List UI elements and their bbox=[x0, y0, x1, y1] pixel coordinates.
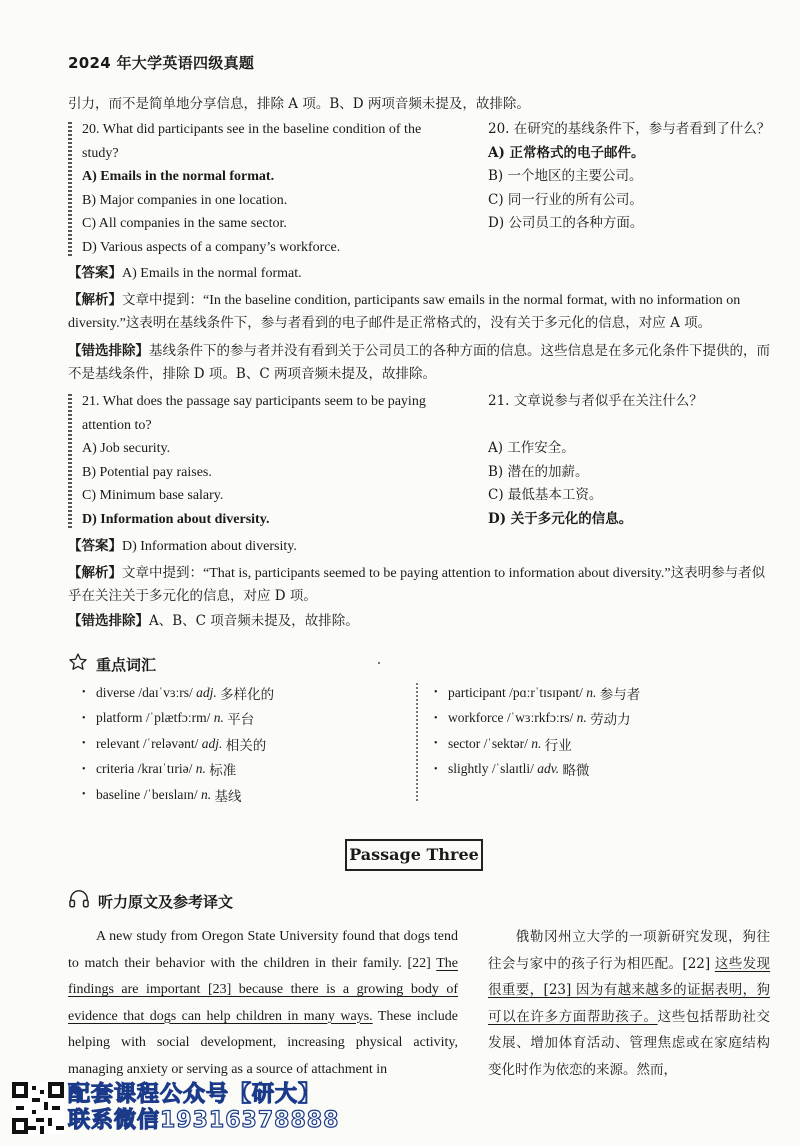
q20-option-c: C) All companies in the same sector. bbox=[82, 216, 287, 231]
vocab-item: • sector /ˈsektər/ n. 行业 bbox=[434, 735, 572, 753]
q20-option-a: A) Emails in the normal format. bbox=[82, 169, 275, 184]
q20-cn-option-b: B) 一个地区的主要公司。 bbox=[488, 168, 643, 184]
promo-line-1: 配套课程公众号【研大】 bbox=[68, 1082, 322, 1107]
underlined-key-sentence-cn: 这些发现很重要，[23] 因为有越来越多的证据表明，狗可以在许多方面帮助孩子。 bbox=[488, 955, 770, 1025]
listening-section-title bbox=[68, 889, 233, 913]
exclude-tag: 【错选排除】 bbox=[68, 613, 149, 629]
bullet-icon: • bbox=[434, 738, 438, 750]
q21-option-b: B) Potential pay raises. bbox=[82, 464, 212, 480]
vocab-title-text: 重点词汇 bbox=[96, 655, 157, 674]
passage-chinese-text: 俄勒冈州立大学的一项新研究发现，狗往往会与家中的孩子行为相匹配。[22] 这些发现很重要，[23] 因为有越来越多的证据表明，狗可以在许多方面帮助孩子。这些包括帮助社交发展、增加体育活动、管理焦虑或在家庭结构变化时作为依恋的来源。然而， bbox=[488, 929, 771, 1078]
q20-chinese bbox=[488, 118, 778, 236]
q20-exclude bbox=[68, 340, 778, 386]
exclude-text: 基线条件下的参与者并没有看到关于公司员工的各种方面的信息。这些信息是在多元化条件下提供的，而不是基线条件，排除 D 项。B、C 两项音频未提及，故排除。 bbox=[68, 343, 770, 382]
underlined-key-sentence: The findings are important [23] because there is a growing body of evidence that dogs can help children in many ways. bbox=[68, 955, 458, 1024]
vocab-item: • baseline /ˈbeɪslaɪn/ n. 基线 bbox=[82, 786, 242, 804]
q21-cn-question: 21. 文章说参与者似乎在关注什么？ bbox=[488, 393, 703, 409]
vocab-item: • diverse /daɪˈvɜːrs/ adj. 多样化的 bbox=[82, 684, 275, 702]
quote-bar bbox=[68, 122, 72, 256]
q20-english bbox=[82, 118, 452, 259]
q20-question: 20. What did participants see in the baseline condition of the study? bbox=[82, 122, 422, 161]
bullet-icon: • bbox=[434, 712, 438, 724]
q20-option-d: D) Various aspects of a company’s workforce. bbox=[82, 239, 341, 255]
analysis-tag: 【解析】 bbox=[68, 292, 122, 308]
bullet-icon: • bbox=[82, 687, 86, 699]
q20-cn-question: 20. 在研究的基线条件下，参与者看到了什么？ bbox=[488, 121, 771, 137]
analysis-quote: “That is, participants seemed to be paying attention to information about diversity.” bbox=[203, 566, 671, 581]
q21-answer bbox=[68, 535, 778, 558]
star-outline-icon bbox=[68, 652, 88, 676]
q21-cn-option-a: A) 工作安全。 bbox=[488, 440, 575, 456]
promo-banner bbox=[68, 1082, 339, 1134]
bullet-icon: • bbox=[82, 738, 86, 750]
analysis-rest: 这表明在基线条件下，参与者看到的电子邮件是正常格式的，没有关于多元化的信息，对应 A 项。 bbox=[125, 315, 712, 331]
q21-cn-option-c: C) 最低基本工资。 bbox=[488, 487, 603, 503]
q20-cn-option-a: A) 正常格式的电子邮件。 bbox=[488, 144, 645, 161]
q20-analysis bbox=[68, 289, 778, 335]
quote-bar bbox=[68, 394, 72, 528]
q20-cn-option-c: C) 同一行业的所有公司。 bbox=[488, 191, 643, 208]
vocab-right-column bbox=[434, 680, 640, 782]
vocab-column-divider bbox=[416, 683, 418, 801]
exclude-tag: 【错选排除】 bbox=[68, 343, 149, 359]
q21-option-d: D) Information about diversity. bbox=[82, 511, 270, 527]
analysis-tag: 【解析】 bbox=[68, 565, 122, 581]
answer-text: D) Information about diversity. bbox=[122, 539, 297, 554]
q21-option-a: A) Job security. bbox=[82, 441, 171, 456]
q21-cn-option-b: B) 潜在的加薪。 bbox=[488, 463, 589, 480]
exclude-text: A、B、C 项音频未提及，故排除。 bbox=[149, 613, 359, 629]
q21-analysis bbox=[68, 562, 778, 608]
q20-option-b: B) Major companies in one location. bbox=[82, 192, 288, 208]
passage-title-box: Passage Three bbox=[345, 839, 483, 871]
q21-cn-option-d: D) 关于多元化的信息。 bbox=[488, 510, 633, 527]
q21-chinese bbox=[488, 390, 778, 531]
intro-text: 引力，而不是简单地分享信息，排除 A 项。B、D 两项音频未提及，故排除。 bbox=[68, 96, 530, 112]
q21-english bbox=[82, 390, 452, 531]
headphones-icon bbox=[68, 889, 90, 913]
stray-dot bbox=[378, 662, 380, 664]
vocab-item: • slightly /ˈslaɪtli/ adv. 略微 bbox=[434, 761, 590, 779]
analysis-lead: 文章中提到： bbox=[122, 565, 203, 581]
page-header: 2024 年大学英语四级真题 bbox=[68, 54, 255, 72]
q21-question: 21. What does the passage say participants seem to be paying attention to? bbox=[82, 394, 426, 433]
vocab-left-column bbox=[82, 680, 274, 808]
analysis-rest: 这表明参与者似乎在关注关于多元化的信息，对应 D 项。 bbox=[68, 565, 766, 604]
vocab-item: • platform /ˈplætfɔːrm/ n. 平台 bbox=[82, 710, 255, 728]
vocab-item: • participant /pɑːrˈtɪsɪpənt/ n. 参与者 bbox=[434, 684, 641, 702]
bullet-icon: • bbox=[82, 712, 86, 724]
analysis-lead: 文章中提到： bbox=[122, 292, 203, 308]
qr-code bbox=[12, 1082, 64, 1134]
bullet-icon: • bbox=[82, 763, 86, 775]
passage-english-text: A new study from Oregon State University found that dogs tend to match their behavior with the children in their family. [22] The findings are important [23] because there is a growing body of evidence that dogs can help children in many ways. These include helping with social development, increasing physical activity, managing anxiety or serving as a source of attachment in bbox=[68, 929, 458, 1077]
bullet-icon: • bbox=[434, 763, 438, 775]
bullet-icon: • bbox=[434, 687, 438, 699]
bullet-icon: • bbox=[82, 789, 86, 801]
q21-exclude bbox=[68, 610, 778, 633]
question-20-block bbox=[68, 118, 771, 260]
answer-tag: 【答案】 bbox=[68, 265, 122, 281]
vocab-section-title bbox=[68, 652, 156, 676]
answer-text: A) Emails in the normal format. bbox=[122, 266, 302, 281]
vocab-item: • workforce /ˈwɜːrkfɔːrs/ n. 劳动力 bbox=[434, 710, 631, 728]
q21-option-c: C) Minimum base salary. bbox=[82, 488, 224, 503]
vocab-item: • criteria /kraɪˈtɪriə/ n. 标准 bbox=[82, 761, 237, 779]
promo-line-2: 联系微信19316378888 bbox=[68, 1108, 340, 1133]
analysis-quote: “In the baseline condition, participants saw emails in the normal format, with no information on diversity.” bbox=[68, 293, 741, 331]
section-title-text: 听力原文及参考译文 bbox=[98, 892, 234, 911]
q20-answer bbox=[68, 262, 778, 285]
question-21-block bbox=[68, 390, 768, 532]
q20-cn-option-d: D) 公司员工的各种方面。 bbox=[488, 215, 644, 231]
answer-tag: 【答案】 bbox=[68, 538, 122, 554]
vocab-item: • relevant /ˈreləvənt/ adj. 相关的 bbox=[82, 735, 267, 753]
